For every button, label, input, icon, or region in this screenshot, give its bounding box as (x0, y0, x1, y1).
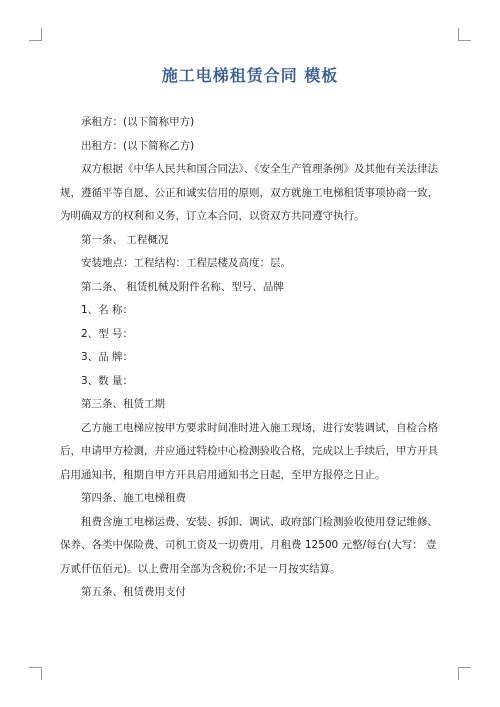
crop-mark-top-left (29, 28, 42, 41)
article-1-text: 安装地点：工程结构：工程层楼及高度：层。 (81, 257, 291, 269)
article-3-heading: 第三条、租赁工期 (81, 398, 165, 410)
lessor-line: 承租方：(以下简称甲方) (81, 116, 195, 128)
article-2-heading: 第二条、 租赁机械及附件名称、型号、品牌 (81, 280, 284, 293)
document-title: 施工电梯租赁合同 模板 (161, 66, 339, 85)
article-4-heading: 第四条、施工电梯租费 (81, 492, 186, 504)
item-brand: 3、品 牌： (81, 351, 134, 363)
article-3-text: 乙方施工电梯应按甲方要求时间准时进入施工现场，进行安装调试，自检合格后，申请甲方检测，并应通过特检中心检测验收合格，完成以上手续后，甲方开具启用通知书，租期自甲方开具启用通知书之日起，至甲方报停之日止。 (60, 421, 438, 481)
item-name: 1、名 称： (81, 304, 134, 316)
document-body (60, 111, 445, 605)
article-4-text: 租费含施工电梯运费、安装、拆卸、调试、政府部门检测验收使用登记维修、保养、各类中保险费、司机工资及一切费用，月租费 12500 元整/每台(大写： 壹万贰仟伍佰元)。以上费用全部为含税价;不足一月按实结算。 (60, 515, 438, 575)
article-5-heading: 第五条、租赁费用支付 (81, 586, 186, 598)
article-1-heading: 第一条、 工程概况 (81, 233, 169, 246)
crop-mark-bottom-left (29, 667, 42, 680)
lessee-line: 出租方：(以下简称乙方) (81, 139, 195, 152)
crop-mark-bottom-right (458, 667, 471, 680)
crop-mark-top-right (458, 28, 471, 41)
item-model: 2、型 号： (81, 327, 134, 340)
item-quantity: 3、数 量： (81, 374, 134, 387)
preamble-paragraph: 双方根据《中华人民共和国合同法》、《安全生产管理条例》及其他有关法律法规，遵循平等自愿、公正和诚实信用的原则，双方就施工电梯租赁事项协商一致，为明确双方的权利和义务，订立本合同，以资双方共同遵守执行。 (60, 163, 438, 222)
